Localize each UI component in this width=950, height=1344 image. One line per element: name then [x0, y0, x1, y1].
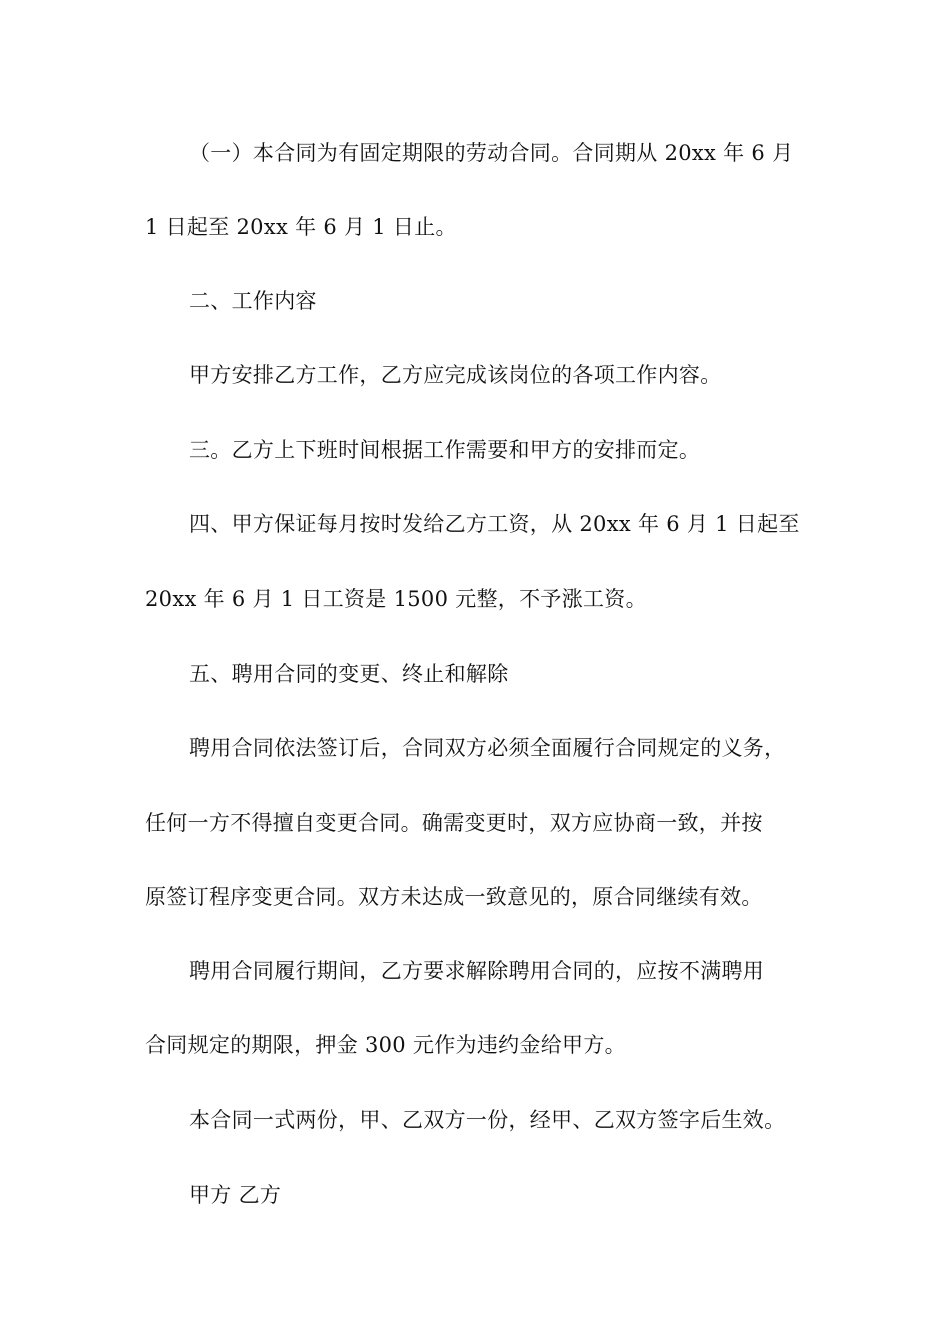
heading-contract-change: 五、聘用合同的变更、终止和解除	[189, 662, 509, 686]
termination-line-1: 聘用合同履行期间，乙方要求解除聘用合同的，应按不满聘用	[189, 959, 765, 983]
termination-line-2: 合同规定的期限，押金 300 元作为违约金给甲方。	[145, 1033, 626, 1057]
clause-4-salary-line-2: 20xx 年 6 月 1 日工资是 1500 元整，不予涨工资。	[145, 587, 647, 611]
clause-3-working-hours: 三。乙方上下班时间根据工作需要和甲方的安排而定。	[189, 438, 701, 462]
contract-change-line-2: 任何一方不得擅自变更合同。确需变更时，双方应协商一致，并按	[145, 811, 763, 835]
signature-party-labels: 甲方 乙方	[189, 1183, 282, 1207]
clause-1-term-line-2: 1 日起至 20xx 年 6 月 1 日止。	[145, 215, 457, 239]
clause-1-term-line-1: （一）本合同为有固定期限的劳动合同。合同期从 20xx 年 6 月	[189, 141, 794, 165]
work-content-text: 甲方安排乙方工作，乙方应完成该岗位的各项工作内容。	[189, 363, 722, 387]
contract-change-line-1: 聘用合同依法签订后，合同双方必须全面履行合同规定的义务，	[189, 736, 786, 760]
heading-work-content: 二、工作内容	[189, 289, 317, 313]
contract-change-line-3: 原签订程序变更合同。双方未达成一致意见的，原合同继续有效。	[145, 885, 763, 909]
copies-effective-clause: 本合同一式两份，甲、乙双方一份，经甲、乙双方签字后生效。	[189, 1108, 786, 1132]
clause-4-salary-line-1: 四、甲方保证每月按时发给乙方工资，从 20xx 年 6 月 1 日起至	[189, 512, 800, 536]
